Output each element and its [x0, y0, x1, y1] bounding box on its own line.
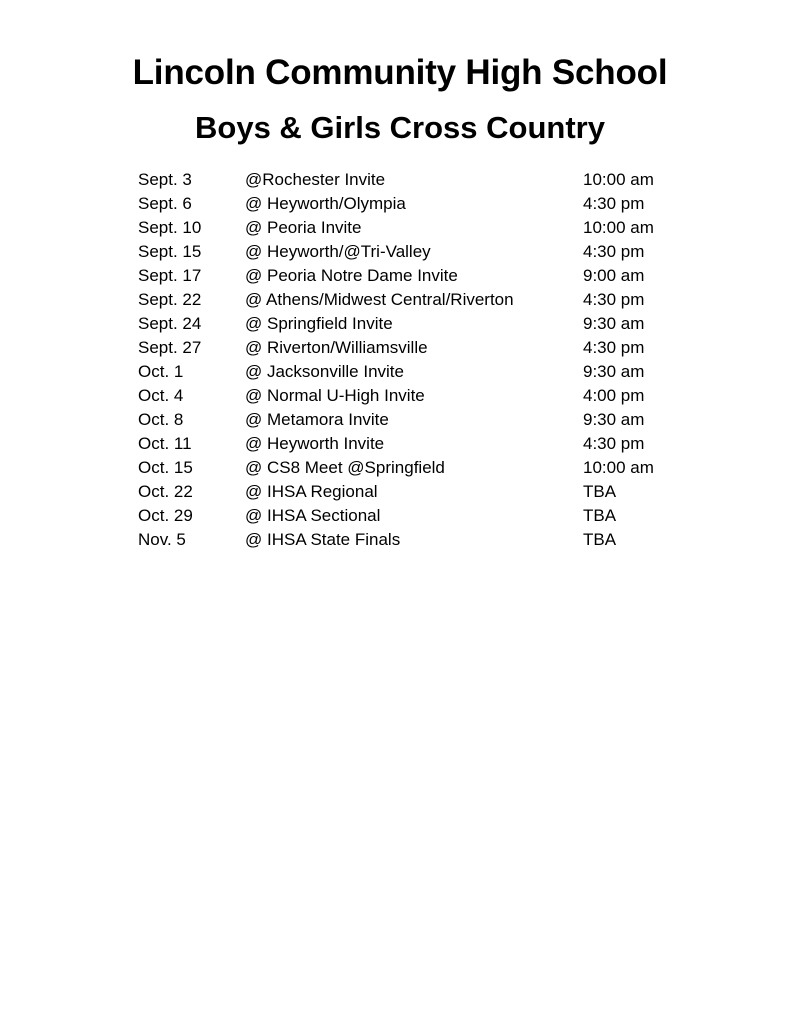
- list-item: [138, 456, 698, 480]
- event-name: @ IHSA Regional: [245, 482, 378, 501]
- page-subtitle: Boys & Girls Cross Country: [195, 110, 605, 145]
- list-item: [138, 360, 698, 384]
- event-time: TBA: [583, 482, 617, 501]
- list-item: [138, 288, 698, 312]
- event-name: @ CS8 Meet @Springfield: [245, 458, 445, 477]
- event-time: 4:30 pm: [583, 434, 645, 453]
- event-date: Sept. 27: [138, 338, 202, 357]
- event-name: @ Heyworth/Olympia: [245, 194, 406, 213]
- event-name: @ Springfield Invite: [245, 314, 393, 333]
- list-item: [138, 480, 698, 504]
- event-name: @ Riverton/Williamsville: [245, 338, 428, 357]
- list-item: [138, 240, 698, 264]
- event-date: Oct. 22: [138, 482, 193, 501]
- event-date: Oct. 8: [138, 410, 184, 429]
- event-date: Sept. 15: [138, 242, 202, 261]
- event-name: @ Peoria Notre Dame Invite: [245, 266, 458, 285]
- event-time: TBA: [583, 506, 617, 525]
- list-item: [138, 192, 698, 216]
- event-name: @ Peoria Invite: [245, 218, 362, 237]
- event-date: Sept. 22: [138, 290, 202, 309]
- event-name: @ Heyworth/@Tri-Valley: [245, 242, 431, 261]
- event-date: Sept. 24: [138, 314, 202, 333]
- event-date: Sept. 3: [138, 170, 192, 189]
- event-name: @ Athens/Midwest Central/Riverton: [245, 290, 514, 309]
- page-title: Lincoln Community High School: [132, 53, 668, 92]
- event-time: 9:30 am: [583, 410, 645, 429]
- list-item: [138, 336, 698, 360]
- event-name: @ Metamora Invite: [245, 410, 389, 429]
- list-item: [138, 384, 698, 408]
- event-date: Oct. 1: [138, 362, 184, 381]
- event-date: Oct. 15: [138, 458, 193, 477]
- event-time: 4:30 pm: [583, 242, 645, 261]
- event-date: Sept. 6: [138, 194, 192, 213]
- event-name: @Rochester Invite: [245, 170, 386, 189]
- list-item: [138, 168, 698, 192]
- event-time: 10:00 am: [583, 170, 654, 189]
- event-time: 4:30 pm: [583, 338, 645, 357]
- list-item: [138, 432, 698, 456]
- list-item: [138, 264, 698, 288]
- list-item: [138, 312, 698, 336]
- event-name: @ IHSA State Finals: [245, 530, 401, 549]
- event-time: 4:00 pm: [583, 386, 645, 405]
- event-name: @ Normal U-High Invite: [245, 386, 425, 405]
- event-name: @ Jacksonville Invite: [245, 362, 404, 381]
- event-time: 9:30 am: [583, 314, 645, 333]
- list-item: [138, 528, 698, 552]
- event-name: @ Heyworth Invite: [245, 434, 385, 453]
- event-time: 4:30 pm: [583, 194, 645, 213]
- event-date: Sept. 17: [138, 266, 202, 285]
- event-date: Oct. 4: [138, 386, 184, 405]
- event-date: Oct. 11: [138, 434, 192, 453]
- event-name: @ IHSA Sectional: [245, 506, 381, 525]
- event-date: Nov. 5: [138, 530, 186, 549]
- event-time: 9:00 am: [583, 266, 645, 285]
- list-item: [138, 408, 698, 432]
- event-time: 4:30 pm: [583, 290, 645, 309]
- event-time: 10:00 am: [583, 218, 654, 237]
- list-item: [138, 504, 698, 528]
- schedule-list: [138, 168, 698, 552]
- event-time: TBA: [583, 530, 617, 549]
- event-time: 9:30 am: [583, 362, 645, 381]
- event-time: 10:00 am: [583, 458, 654, 477]
- event-date: Sept. 10: [138, 218, 202, 237]
- list-item: [138, 216, 698, 240]
- event-date: Oct. 29: [138, 506, 193, 525]
